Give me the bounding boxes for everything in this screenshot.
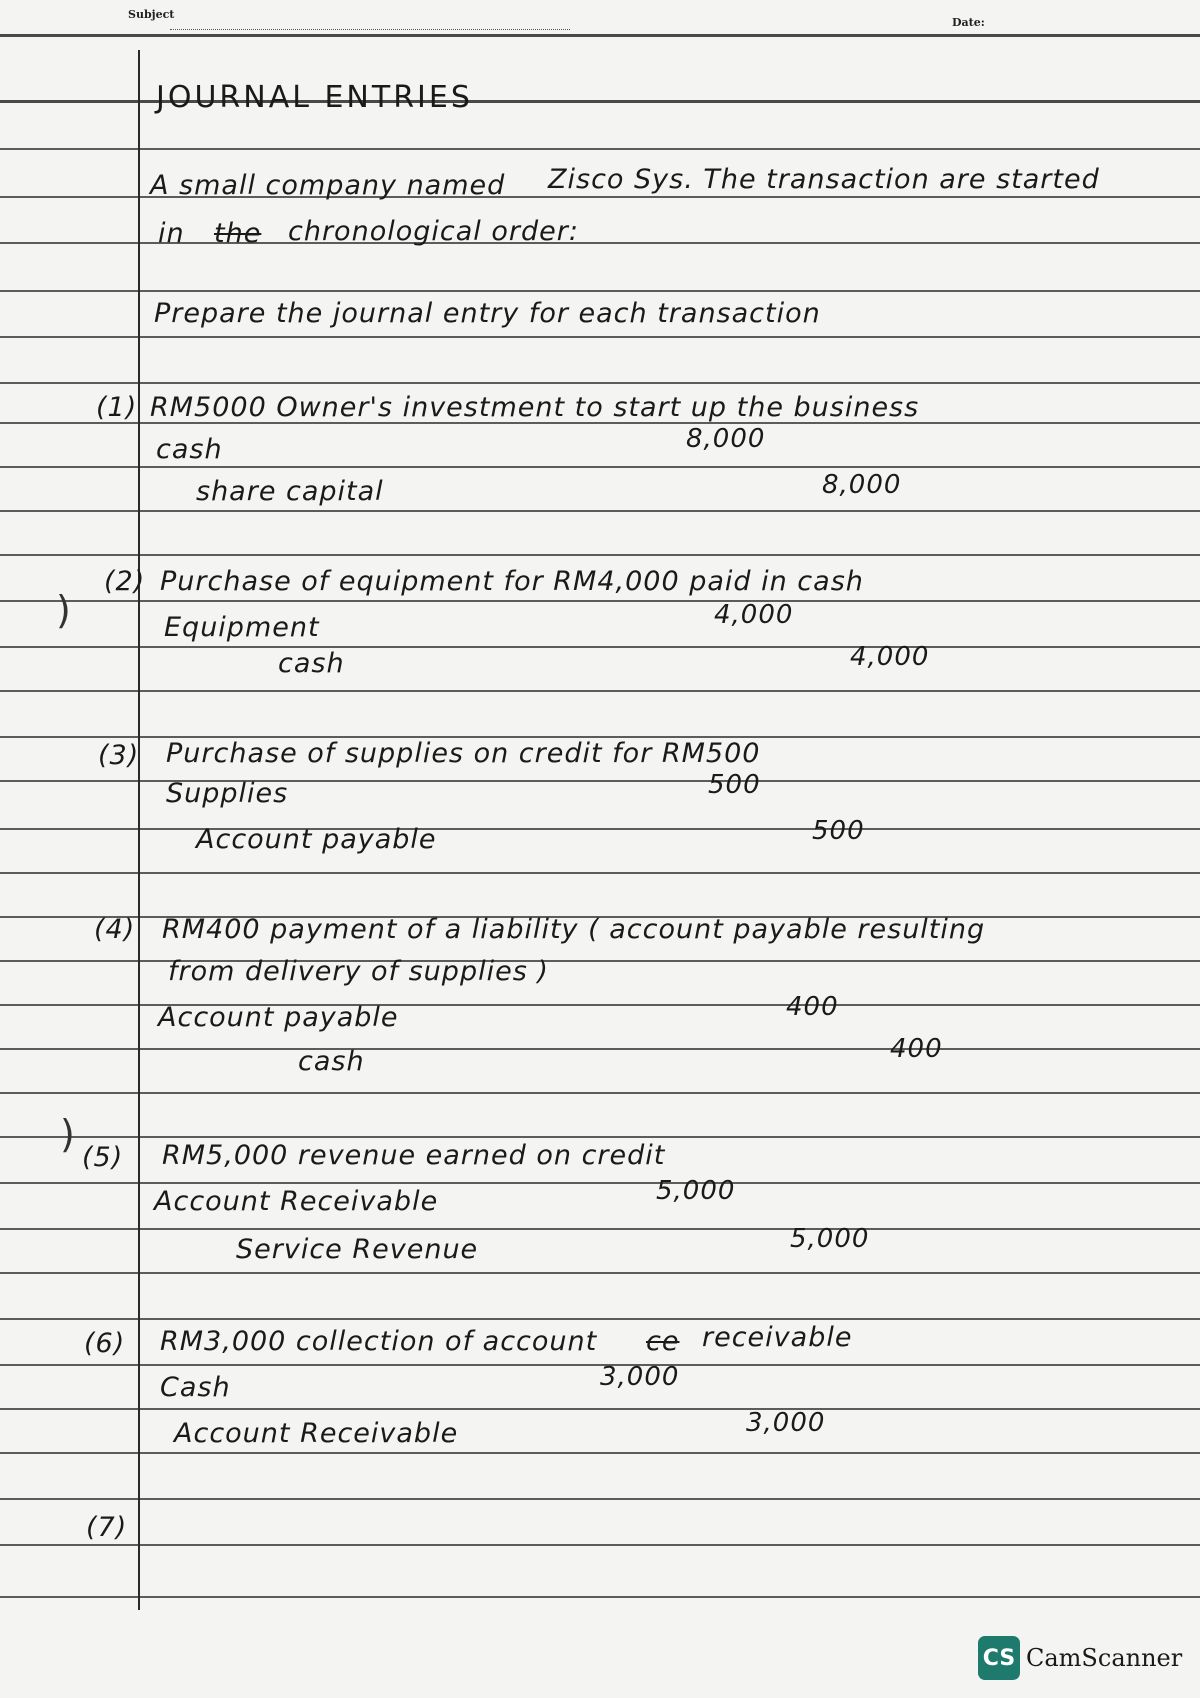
camscanner-name: CamScanner (1026, 1644, 1183, 1672)
transaction-number: (4) (94, 914, 136, 945)
margin-bracket-mark: ) (56, 588, 71, 632)
transaction-number: (7) (86, 1512, 128, 1543)
intro-struck-word: the (214, 218, 262, 249)
ruled-line (0, 1544, 1200, 1546)
ruled-line (0, 1136, 1200, 1138)
ruled-line (0, 1408, 1200, 1410)
credit-account: Account payable (196, 824, 437, 855)
ruled-line (0, 336, 1200, 338)
transaction-description: Purchase of supplies on credit for RM500 (166, 738, 761, 769)
ruled-line (0, 1092, 1200, 1094)
transaction-description-line-2: from delivery of supplies ) (168, 956, 549, 987)
subject-label: Subject (128, 8, 175, 21)
debit-amount: 4,000 (714, 600, 794, 630)
credit-amount: 500 (812, 816, 865, 846)
ruled-line (0, 554, 1200, 556)
intro-line-2a: in (158, 218, 185, 249)
ruled-line (0, 1318, 1200, 1320)
ruled-line (0, 290, 1200, 292)
credit-account: Account Receivable (174, 1418, 459, 1449)
ruled-line (0, 466, 1200, 468)
ruled-line (0, 34, 1200, 37)
debit-amount: 500 (708, 770, 761, 800)
transaction-description: RM400 payment of a liability ( account payable resulting (162, 914, 986, 945)
credit-account: cash (278, 648, 345, 679)
ruled-line (0, 1228, 1200, 1230)
transaction-number: (3) (98, 740, 140, 771)
ruled-line (0, 1498, 1200, 1500)
debit-account: Account Receivable (154, 1186, 439, 1217)
debit-account: Supplies (166, 778, 289, 809)
credit-amount: 400 (890, 1034, 943, 1064)
ruled-line (0, 1452, 1200, 1454)
ruled-line (0, 1048, 1200, 1050)
debit-account: Cash (160, 1372, 231, 1403)
credit-account: Service Revenue (236, 1234, 479, 1265)
date-label: Date: (952, 16, 985, 29)
ruled-line (0, 600, 1200, 602)
debit-amount: 8,000 (686, 424, 766, 454)
ruled-line (0, 1272, 1200, 1274)
transaction-description: RM5000 Owner's investment to start up the business (150, 392, 920, 423)
camscanner-watermark (978, 1636, 1182, 1680)
ruled-line (0, 382, 1200, 384)
ruled-line (0, 1182, 1200, 1184)
ruled-line (0, 148, 1200, 150)
ruled-line (0, 828, 1200, 830)
transaction-description-a: RM3,000 collection of account (160, 1326, 598, 1357)
page-title: JOURNAL ENTRIES (156, 80, 473, 115)
debit-amount: 400 (786, 992, 839, 1022)
ruled-line (0, 872, 1200, 874)
transaction-description: Purchase of equipment for RM4,000 paid in cash (160, 566, 864, 597)
credit-account: cash (298, 1046, 365, 1077)
transaction-number: (2) (104, 566, 146, 597)
intro-line-2b: chronological order: (288, 216, 579, 247)
credit-amount: 3,000 (746, 1408, 826, 1438)
ruled-line (0, 1596, 1200, 1598)
debit-account: cash (156, 434, 223, 465)
ruled-line (0, 510, 1200, 512)
transaction-description-b: receivable (702, 1322, 853, 1353)
debit-amount: 5,000 (656, 1176, 736, 1206)
intro-line-1b: Zisco Sys. The transaction are started (548, 164, 1100, 195)
subject-line (170, 29, 570, 30)
credit-account: share capital (196, 476, 384, 507)
transaction-number: (6) (84, 1328, 126, 1359)
transaction-description: RM5,000 revenue earned on credit (162, 1140, 666, 1171)
camscanner-logo-icon: CS (978, 1636, 1020, 1680)
instruction: Prepare the journal entry for each transaction (154, 298, 821, 329)
debit-amount: 3,000 (600, 1362, 680, 1392)
intro-line-1a: A small company named (150, 170, 506, 201)
debit-account: Equipment (164, 612, 320, 643)
transaction-number: (1) (96, 392, 138, 423)
ruled-line (0, 690, 1200, 692)
credit-amount: 4,000 (850, 642, 930, 672)
margin-bracket-mark: ) (60, 1112, 75, 1156)
credit-amount: 8,000 (822, 470, 902, 500)
margin-line (138, 50, 140, 1610)
transaction-number: (5) (82, 1142, 124, 1173)
ruled-line (0, 646, 1200, 648)
debit-account: Account payable (158, 1002, 399, 1033)
credit-amount: 5,000 (790, 1224, 870, 1254)
transaction-struck-word: ce (646, 1326, 680, 1357)
